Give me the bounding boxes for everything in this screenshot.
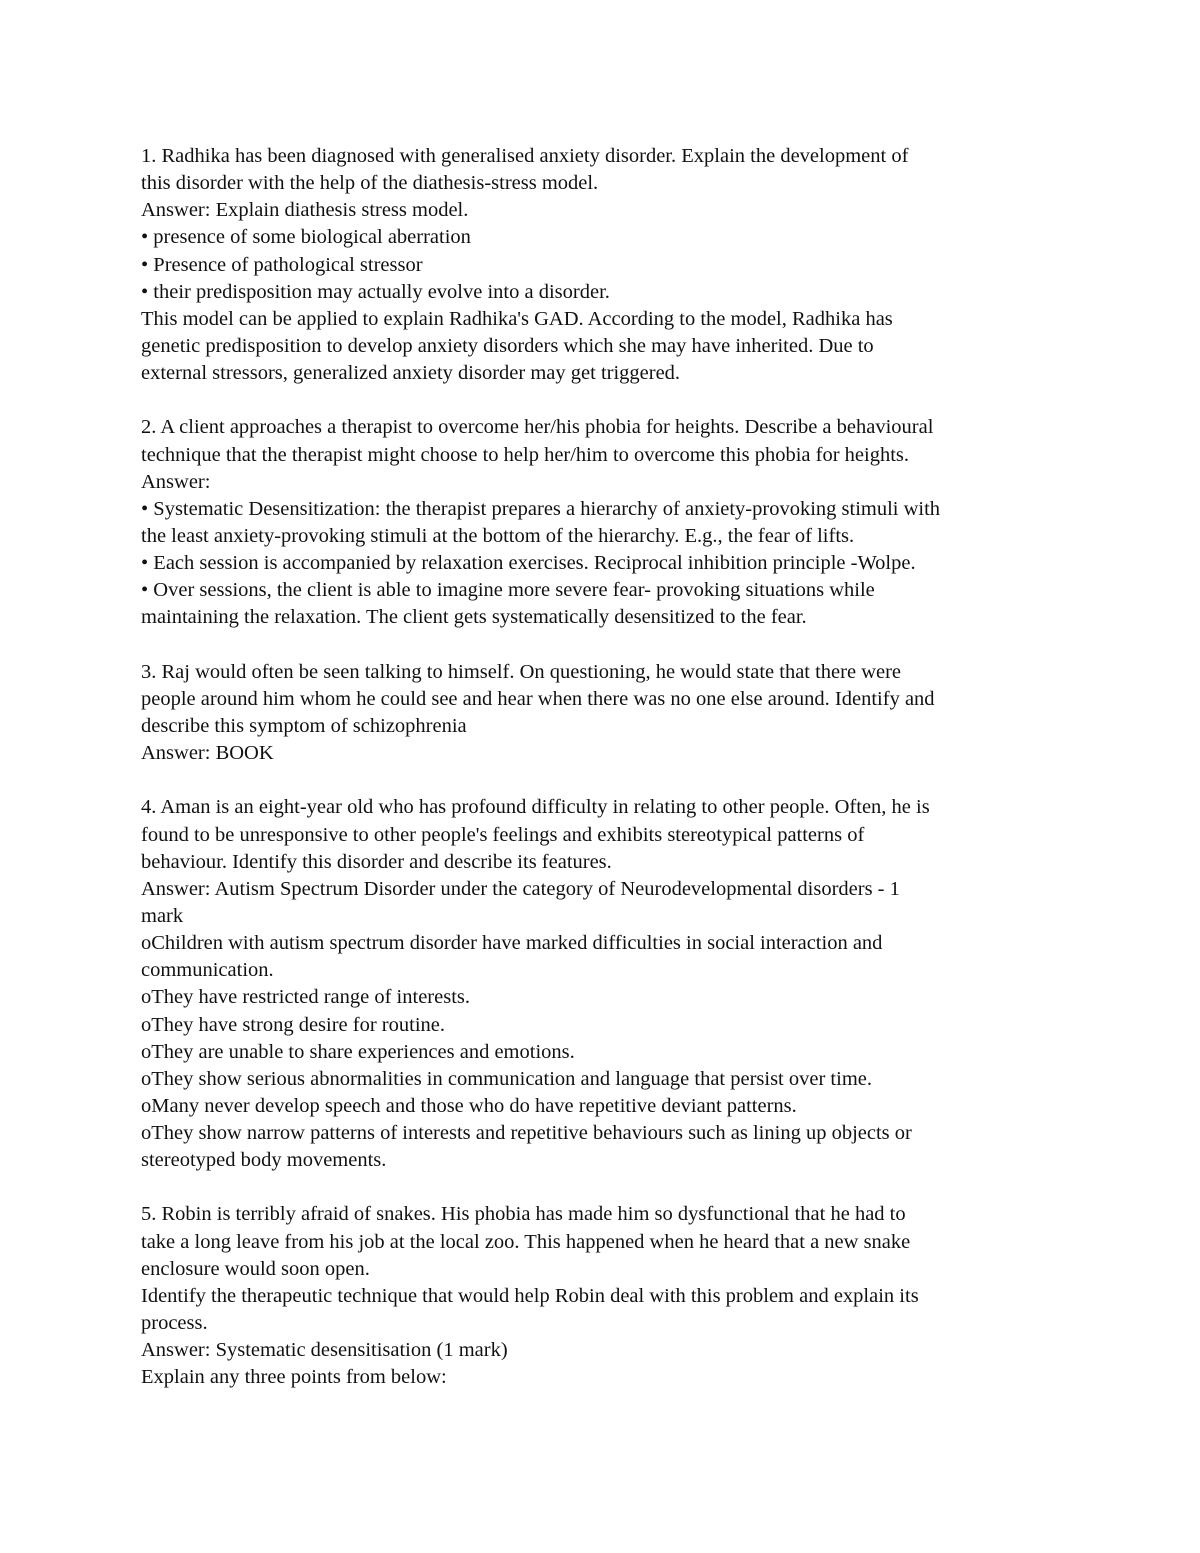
question-text: 4. Aman is an eight-year old who has profound difficulty in relating to other people. Often, he is [141,796,930,819]
question-text: process. [141,1312,208,1335]
answer-bullet: • presence of some biological aberration [141,226,471,249]
question-text: this disorder with the help of the diathesis-stress model. [141,172,599,195]
answer-bullet: • Over sessions, the client is able to imagine more severe fear- provoking situations while [141,579,875,602]
question-text: Identify the therapeutic technique that would help Robin deal with this problem and explain its [141,1284,919,1307]
answer-point: oThey are unable to share experiences and emotions. [141,1040,575,1063]
answer-heading: Answer: BOOK [141,742,274,765]
answer-point: oThey show serious abnormalities in communication and language that persist over time. [141,1067,872,1090]
question-text: describe this symptom of schizophrenia [141,714,467,737]
answer-bullet: • Systematic Desensitization: the therapist prepares a hierarchy of anxiety-provoking stimuli with [141,497,941,520]
question-text: 2. A client approaches a therapist to overcome her/his phobia for heights. Describe a behavioural [141,416,934,439]
answer-text: communication. [141,959,274,982]
question-text: people around him whom he could see and hear when there was no one else around. Identify and [141,687,935,710]
question-block-5 [141,1201,1071,1391]
answer-bullet: • their predisposition may actually evolve into a disorder. [141,280,610,303]
answer-text: mark [141,904,184,927]
answer-point: oThey have restricted range of interests. [141,986,471,1009]
question-block-4 [141,794,1071,1174]
question-block-2 [141,414,1071,631]
answer-heading: Answer: Systematic desensitisation (1 mark) [141,1339,508,1362]
paragraph-gap [141,1174,1071,1201]
answer-text: Explain any three points from below: [141,1366,447,1389]
answer-heading: Answer: Autism Spectrum Disorder under the category of Neurodevelopmental disorders - 1 [141,877,900,900]
question-text: 1. Radhika has been diagnosed with generalised anxiety disorder. Explain the development of [141,145,909,167]
paragraph-gap [141,767,1071,794]
answer-point: oChildren with autism spectrum disorder have marked difficulties in social interaction and [141,932,883,955]
answer-point: oThey have strong desire for routine. [141,1013,445,1036]
answer-point: oMany never develop speech and those who do have repetitive deviant patterns. [141,1094,797,1117]
answer-heading: Answer: Explain diathesis stress model. [141,199,469,222]
answer-text: This model can be applied to explain Radhika's GAD. According to the model, Radhika has [141,307,893,330]
answer-text: the least anxiety-provoking stimuli at the bottom of the hierarchy. E.g., the fear of lifts. [141,524,855,547]
document-page [141,143,1071,1391]
paragraph-gap [141,632,1071,659]
question-block-3 [141,659,1071,768]
answer-text: external stressors, generalized anxiety disorder may get triggered. [141,362,681,385]
question-text: enclosure would soon open. [141,1257,370,1280]
answer-bullet: • Presence of pathological stressor [141,253,423,276]
question-text: 3. Raj would often be seen talking to himself. On questioning, he would state that there were [141,660,902,683]
answer-text: stereotyped body movements. [141,1149,387,1172]
question-text: behaviour. Identify this disorder and describe its features. [141,850,612,873]
question-text: 5. Robin is terribly afraid of snakes. His phobia has made him so dysfunctional that he had to [141,1203,906,1226]
answer-text: maintaining the relaxation. The client gets systematically desensitized to the fear. [141,606,807,629]
paragraph-gap [141,387,1071,414]
question-text: technique that the therapist might choose to help her/him to overcome this phobia for heights. [141,443,909,466]
question-block-1 [141,143,1071,387]
answer-text: genetic predisposition to develop anxiety disorders which she may have inherited. Due to [141,334,874,357]
question-text: found to be unresponsive to other people's feelings and exhibits stereotypical patterns of [141,823,865,846]
question-text: take a long leave from his job at the local zoo. This happened when he heard that a new snake [141,1230,911,1253]
answer-heading: Answer: [141,470,211,493]
answer-point: oThey show narrow patterns of interests and repetitive behaviours such as lining up objects or [141,1122,912,1145]
answer-bullet: • Each session is accompanied by relaxation exercises. Reciprocal inhibition principle -Wolpe. [141,552,916,575]
